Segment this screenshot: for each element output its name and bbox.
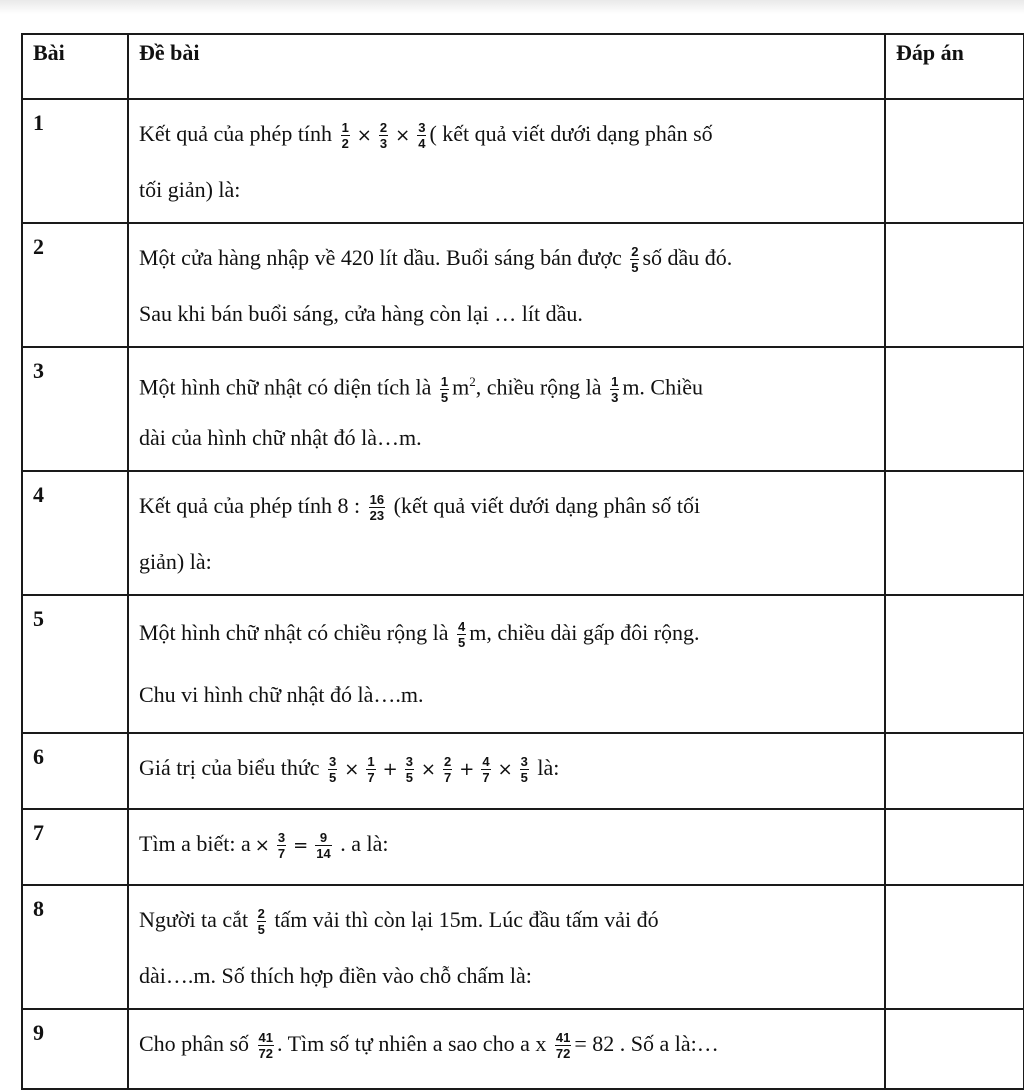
question-text: , chiều rộng là [475, 374, 602, 400]
question-cell [128, 1009, 885, 1089]
question-text: là: [537, 755, 560, 780]
question-number: 9 [33, 1020, 44, 1045]
table-header-row [22, 34, 1024, 99]
question-number: 6 [33, 744, 44, 769]
question-number-cell [22, 595, 128, 733]
question-cell [128, 223, 885, 347]
answer-cell[interactable] [885, 223, 1024, 347]
table-row [22, 809, 1024, 885]
header-cell-number [22, 34, 128, 99]
table-row [22, 223, 1024, 347]
question-text: m. Chiều [622, 374, 703, 400]
fraction: $\frac{3}{4}$ [418, 120, 426, 152]
question-number: 2 [33, 234, 44, 259]
question-cell [128, 347, 885, 471]
question-number-cell [22, 99, 128, 223]
question-text: Cho phân số [139, 1031, 249, 1056]
question-number-cell [22, 1009, 128, 1089]
fraction: $\frac{3}{5}$ [329, 754, 337, 786]
fraction: $\frac{9}{14}$ [316, 830, 331, 862]
fraction: $\frac{2}{3}$ [379, 120, 388, 152]
answer-cell[interactable] [885, 733, 1024, 809]
question-number: 1 [33, 110, 44, 135]
question-number: 7 [33, 820, 44, 845]
table-row [22, 885, 1024, 1009]
question-text: Chu vi hình chữ nhật đó là….m. [139, 682, 424, 707]
fraction: $\frac{2}{5}$ [631, 244, 639, 276]
question-number-cell [22, 885, 128, 1009]
question-text: Kết quả của phép tính [139, 121, 333, 146]
answer-cell[interactable] [885, 885, 1024, 1009]
table-row [22, 99, 1024, 223]
question-text: Người ta cắt [139, 907, 249, 932]
question-text: m, chiều dài gấp đôi rộng. [469, 620, 700, 645]
fraction: $\frac{16}{23}$ [369, 492, 385, 524]
question-text: Một hình chữ nhật có chiều rộng là [139, 620, 449, 645]
question-number-cell [22, 223, 128, 347]
answer-cell[interactable] [885, 1009, 1024, 1089]
question-text: số dầu đó. [642, 245, 733, 270]
question-text: Tìm a biết: a [139, 831, 251, 856]
header-answer-label: Đáp án [896, 40, 964, 65]
superscript: 2 [469, 374, 476, 389]
fraction: $\frac{2}{5}$ [257, 906, 265, 938]
fraction: $\frac{1}{7}$ [367, 754, 375, 786]
table-row [22, 595, 1024, 733]
question-cell [128, 471, 885, 595]
fraction: $\frac{1}{3}$ [611, 373, 619, 405]
question-text: (kết quả viết dưới dạng phân số tối [393, 493, 701, 518]
operator: × [356, 125, 372, 146]
header-question-label: Đề bài [139, 40, 200, 65]
operator: = [293, 835, 309, 856]
question-text: Sau khi bán buổi sáng, cửa hàng còn lại … lít dầu. [139, 301, 583, 326]
question-number-cell [22, 733, 128, 809]
fraction: $\frac{41}{72}$ [555, 1030, 571, 1062]
fraction: $\frac{3}{7}$ [277, 830, 286, 862]
fraction: $\frac{3}{5}$ [520, 754, 528, 786]
table-row [22, 1009, 1024, 1089]
question-cell [128, 809, 885, 885]
header-cell-answer [885, 34, 1024, 99]
question-number-cell [22, 347, 128, 471]
page-top-edge [0, 0, 1024, 14]
exercise-table [21, 33, 1024, 1090]
header-number-label: Bài [33, 40, 65, 65]
question-text: . a là: [340, 831, 389, 856]
fraction: $\frac{4}{7}$ [482, 754, 490, 786]
question-text: . Tìm số tự nhiên a sao cho a x [276, 1031, 547, 1056]
question-text: dài của hình chữ nhật đó là…m. [139, 425, 422, 450]
operator: × [254, 835, 270, 856]
table-row [22, 733, 1024, 809]
table-row [22, 471, 1024, 595]
question-number: 4 [33, 482, 44, 507]
operator: × [344, 759, 360, 780]
question-text: Kết quả của phép tính 8 : [139, 493, 361, 518]
question-number: 8 [33, 896, 44, 921]
question-number-cell [22, 471, 128, 595]
question-text: = 82 . Số a là:… [574, 1031, 719, 1056]
fraction: $\frac{3}{5}$ [405, 754, 413, 786]
operator: × [420, 759, 437, 780]
header-cell-question [128, 34, 885, 99]
fraction: $\frac{1}{2}$ [341, 120, 349, 152]
answer-cell[interactable] [885, 99, 1024, 223]
question-text: ( kết quả viết dưới dạng phân số [429, 121, 713, 146]
table-row [22, 347, 1024, 471]
operator: × [497, 759, 513, 780]
question-cell [128, 885, 885, 1009]
question-cell [128, 595, 885, 733]
operator: × [395, 125, 411, 146]
operator: + [459, 759, 475, 780]
question-text: tấm vải thì còn lại 15m. Lúc đầu tấm vải đó [274, 907, 659, 932]
unit-text: m [452, 374, 470, 400]
answer-cell[interactable] [885, 471, 1024, 595]
question-text: giản) là: [139, 549, 212, 574]
answer-cell[interactable] [885, 809, 1024, 885]
question-cell [128, 99, 885, 223]
fraction: $\frac{2}{7}$ [444, 754, 452, 786]
question-number-cell [22, 809, 128, 885]
question-number: 5 [33, 606, 44, 631]
fraction: $\frac{41}{72}$ [258, 1030, 273, 1062]
question-text: Một cửa hàng nhập về 420 lít dầu. Buổi sáng bán được [139, 245, 622, 270]
answer-cell[interactable] [885, 347, 1024, 471]
question-text: dài….m. Số thích hợp điền vào chỗ chấm là: [139, 963, 532, 988]
fraction: $\frac{4}{5}$ [457, 619, 466, 651]
question-text: Giá trị của biểu thức [139, 755, 320, 780]
answer-cell[interactable] [885, 595, 1024, 733]
question-text: Một hình chữ nhật có diện tích là [139, 374, 432, 400]
question-cell [128, 733, 885, 809]
question-text: tối giản) là: [139, 177, 241, 202]
question-number: 3 [33, 358, 44, 383]
operator: + [382, 759, 398, 780]
fraction: $\frac{1}{5}$ [440, 373, 449, 405]
